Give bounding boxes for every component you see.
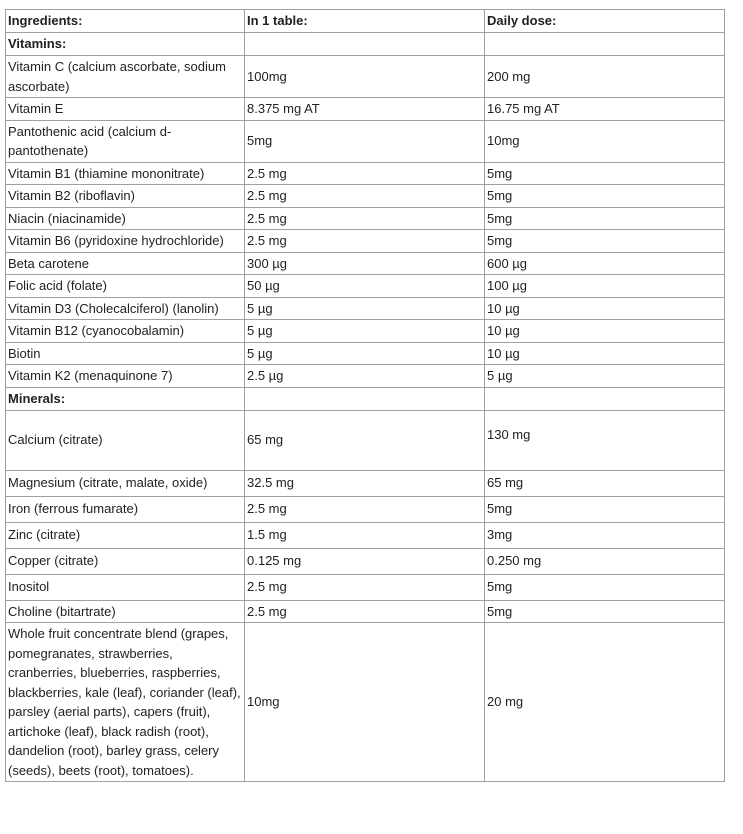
table-row bbox=[6, 297, 725, 320]
daily-dose-amount: 10 µg bbox=[485, 297, 725, 320]
daily-dose-amount: 5 µg bbox=[485, 365, 725, 388]
per-tablet-amount: 8.375 mg AT bbox=[245, 98, 485, 121]
table-row bbox=[6, 320, 725, 343]
per-tablet-amount: 2.5 mg bbox=[245, 230, 485, 253]
daily-dose-amount: 5mg bbox=[485, 496, 725, 522]
daily-dose-amount: 10mg bbox=[485, 120, 725, 162]
ingredient-name: Vitamin E bbox=[6, 98, 245, 121]
daily-dose-amount: 10 µg bbox=[485, 320, 725, 343]
ingredient-name: Vitamin B12 (cyanocobalamin) bbox=[6, 320, 245, 343]
per-tablet-amount: 5 µg bbox=[245, 320, 485, 343]
table-row bbox=[6, 410, 725, 470]
table-row bbox=[6, 230, 725, 253]
ingredient-name: Vitamin B1 (thiamine mononitrate) bbox=[6, 162, 245, 185]
table-row bbox=[6, 548, 725, 574]
daily-dose-amount: 20 mg bbox=[485, 623, 725, 782]
ingredient-name: Vitamin D3 (Cholecalciferol) (lanolin) bbox=[6, 297, 245, 320]
daily-dose-amount: 130 mg bbox=[485, 410, 725, 470]
header-ingredients: Ingredients: bbox=[6, 10, 245, 33]
section-heading-minerals: Minerals: bbox=[6, 387, 245, 410]
table-row bbox=[6, 623, 725, 782]
table-row bbox=[6, 56, 725, 98]
ingredients-table bbox=[5, 9, 725, 782]
table-row bbox=[6, 342, 725, 365]
per-tablet-amount: 65 mg bbox=[245, 410, 485, 470]
ingredient-name: Vitamin C (calcium ascorbate, sodium ascorbate) bbox=[6, 56, 245, 98]
daily-dose-amount: 0.250 mg bbox=[485, 548, 725, 574]
per-tablet-amount: 2.5 mg bbox=[245, 185, 485, 208]
ingredient-name: Vitamin K2 (menaquinone 7) bbox=[6, 365, 245, 388]
table-row bbox=[6, 574, 725, 600]
ingredient-name: Folic acid (folate) bbox=[6, 275, 245, 298]
daily-dose-amount: 5mg bbox=[485, 230, 725, 253]
per-tablet-amount: 1.5 mg bbox=[245, 522, 485, 548]
per-tablet-amount: 32.5 mg bbox=[245, 470, 485, 496]
header-per-tablet: In 1 table: bbox=[245, 10, 485, 33]
per-tablet-amount: 5mg bbox=[245, 120, 485, 162]
daily-dose-amount: 5mg bbox=[485, 207, 725, 230]
per-tablet-amount: 5 µg bbox=[245, 297, 485, 320]
per-tablet-amount: 50 µg bbox=[245, 275, 485, 298]
ingredient-name: Zinc (citrate) bbox=[6, 522, 245, 548]
ingredient-name: Vitamin B6 (pyridoxine hydrochloride) bbox=[6, 230, 245, 253]
daily-dose-amount: 10 µg bbox=[485, 342, 725, 365]
daily-dose-amount: 100 µg bbox=[485, 275, 725, 298]
table-header-row bbox=[6, 10, 725, 33]
table-row bbox=[6, 120, 725, 162]
daily-dose-amount: 5mg bbox=[485, 600, 725, 623]
ingredient-name: Pantothenic acid (calcium d-pantothenate) bbox=[6, 120, 245, 162]
daily-dose-amount: 65 mg bbox=[485, 470, 725, 496]
per-tablet-amount: 300 µg bbox=[245, 252, 485, 275]
ingredient-name: Niacin (niacinamide) bbox=[6, 207, 245, 230]
table-row bbox=[6, 470, 725, 496]
section-heading-vitamins: Vitamins: bbox=[6, 33, 245, 56]
per-tablet-amount: 2.5 µg bbox=[245, 365, 485, 388]
ingredient-name: Whole fruit concentrate blend (grapes, pomegranates, strawberries, cranberries, blueberries, raspberries, blackberries, kale (leaf), coriander (leaf), parsley (aerial parts), capers (fruit), artichoke (leaf), black radish (root), dandelion (root), barley grass, celery (seeds), beets (root), tomatoes). bbox=[6, 623, 245, 782]
per-tablet-amount: 5 µg bbox=[245, 342, 485, 365]
ingredient-name: Vitamin B2 (riboflavin) bbox=[6, 185, 245, 208]
per-tablet-amount: 2.5 mg bbox=[245, 574, 485, 600]
table-row bbox=[6, 496, 725, 522]
per-tablet-amount: 10mg bbox=[245, 623, 485, 782]
ingredient-name: Magnesium (citrate, malate, oxide) bbox=[6, 470, 245, 496]
table-row bbox=[6, 207, 725, 230]
table-row bbox=[6, 185, 725, 208]
section-row-minerals bbox=[6, 387, 725, 410]
table-row bbox=[6, 162, 725, 185]
daily-dose-amount: 5mg bbox=[485, 162, 725, 185]
per-tablet-amount: 2.5 mg bbox=[245, 600, 485, 623]
ingredient-name: Copper (citrate) bbox=[6, 548, 245, 574]
ingredient-name: Beta carotene bbox=[6, 252, 245, 275]
table-row bbox=[6, 98, 725, 121]
table-row bbox=[6, 365, 725, 388]
daily-dose-amount: 5mg bbox=[485, 185, 725, 208]
table-row bbox=[6, 522, 725, 548]
ingredient-name: Biotin bbox=[6, 342, 245, 365]
section-row-vitamins bbox=[6, 33, 725, 56]
per-tablet-amount: 2.5 mg bbox=[245, 496, 485, 522]
ingredient-name: Iron (ferrous fumarate) bbox=[6, 496, 245, 522]
daily-dose-amount: 16.75 mg AT bbox=[485, 98, 725, 121]
ingredient-name: Inositol bbox=[6, 574, 245, 600]
per-tablet-amount: 2.5 mg bbox=[245, 207, 485, 230]
per-tablet-amount: 0.125 mg bbox=[245, 548, 485, 574]
daily-dose-amount: 200 mg bbox=[485, 56, 725, 98]
per-tablet-amount: 2.5 mg bbox=[245, 162, 485, 185]
ingredient-name: Choline (bitartrate) bbox=[6, 600, 245, 623]
table-row bbox=[6, 275, 725, 298]
header-daily-dose: Daily dose: bbox=[485, 10, 725, 33]
table-row bbox=[6, 252, 725, 275]
daily-dose-amount: 5mg bbox=[485, 574, 725, 600]
per-tablet-amount: 100mg bbox=[245, 56, 485, 98]
daily-dose-amount: 3mg bbox=[485, 522, 725, 548]
table-row bbox=[6, 600, 725, 623]
ingredient-name: Calcium (citrate) bbox=[6, 410, 245, 470]
daily-dose-amount: 600 µg bbox=[485, 252, 725, 275]
